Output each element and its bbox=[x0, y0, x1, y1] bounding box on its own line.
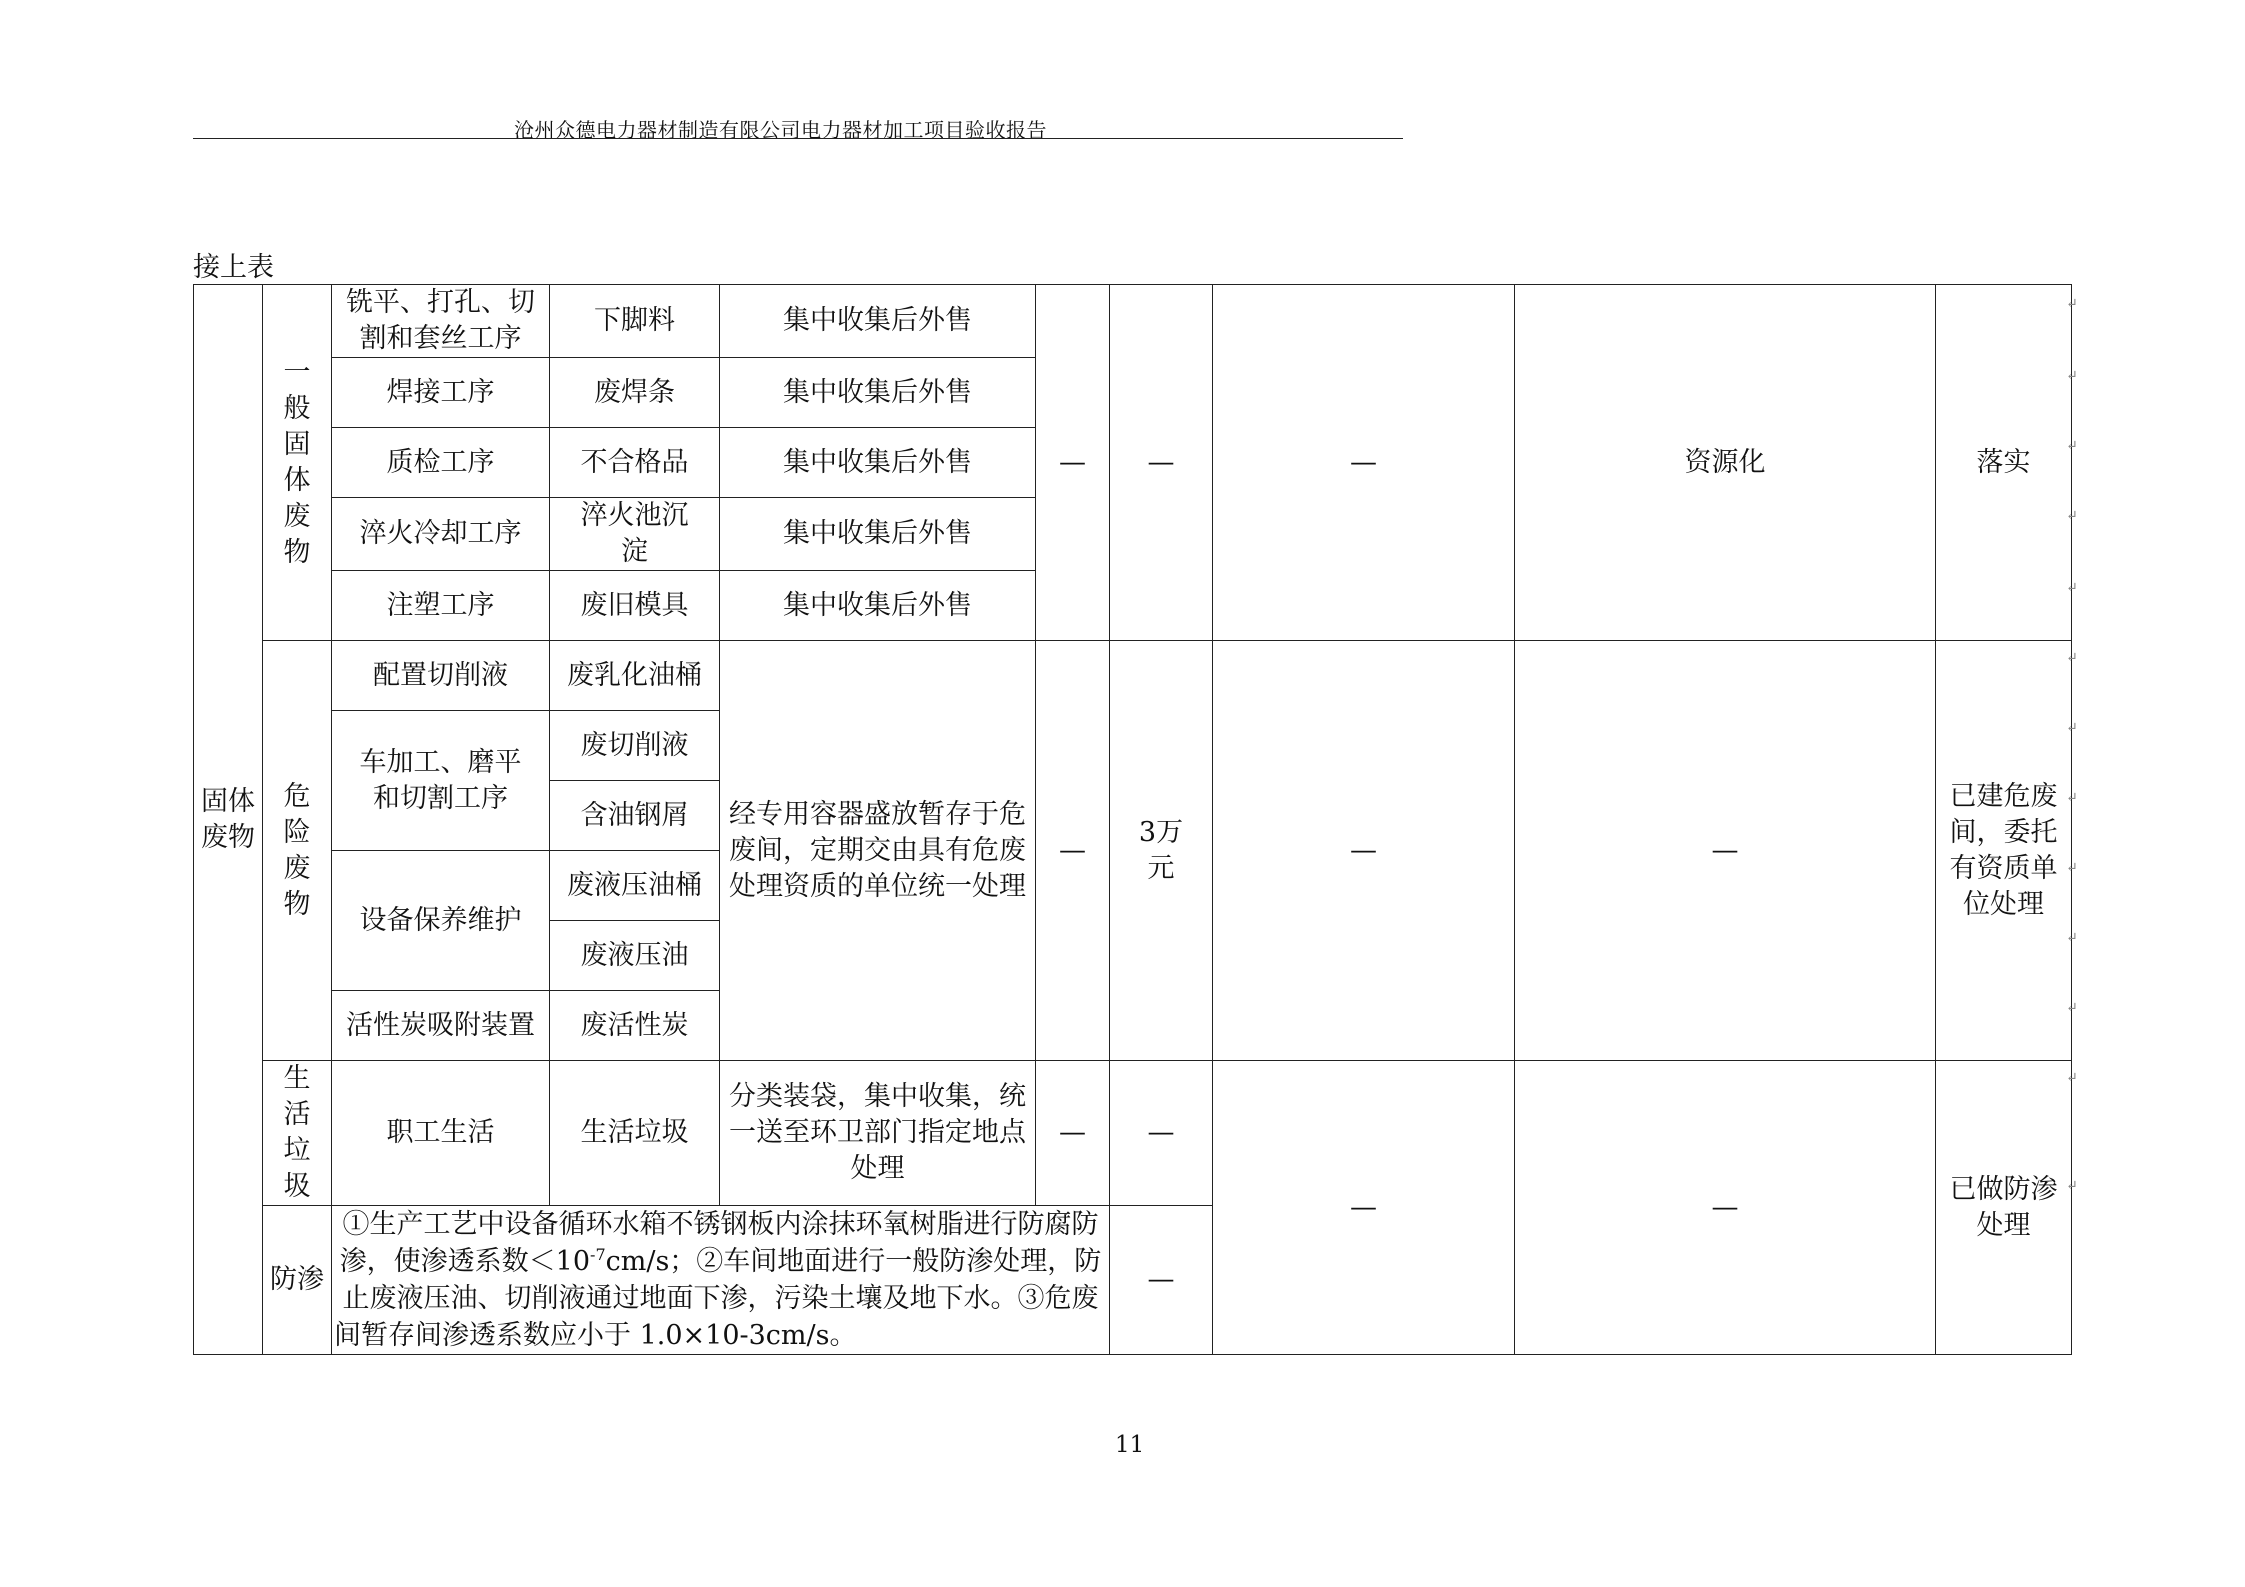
hazardous-status-cell: 已建危废间，委托有资质单位处理 bbox=[1936, 641, 2072, 1061]
waste-text: 淬火池沉淀 bbox=[580, 500, 689, 567]
process-cell bbox=[332, 711, 550, 851]
paragraph-mark-icon: ↵ bbox=[2066, 720, 2078, 736]
domestic-col5-cell: — bbox=[1036, 1061, 1110, 1206]
lower-col8-cell: — bbox=[1515, 1061, 1936, 1355]
process-cell: 设备保养维护 bbox=[332, 851, 550, 991]
waste-cell: 废旧模具 bbox=[550, 571, 720, 641]
waste-cell: 生活垃圾 bbox=[550, 1061, 720, 1206]
paragraph-mark-icon: ↵ bbox=[2066, 650, 2078, 666]
page-number: 11 bbox=[1115, 1432, 1145, 1458]
solid-waste-category-cell: 固体废物 bbox=[194, 285, 263, 1355]
paragraph-mark-icon: ↵ bbox=[2066, 930, 2078, 946]
waste-cell: 废切削液 bbox=[550, 711, 720, 781]
process-text: 车加工、磨平和切割工序 bbox=[359, 746, 522, 814]
paragraph-mark-icon: ↵ bbox=[2066, 296, 2078, 312]
waste-cell: 不合格品 bbox=[550, 428, 720, 498]
domestic-waste-label-cell: 生活垃圾 bbox=[263, 1061, 332, 1206]
hazardous-col7-cell: — bbox=[1213, 641, 1515, 1061]
waste-cell: 含油钢屑 bbox=[550, 781, 720, 851]
domestic-disposal-cell: 分类装袋，集中收集，统一送至环卫部门指定地点处理 bbox=[720, 1061, 1036, 1206]
table-row bbox=[194, 641, 2072, 711]
waste-cell: 下脚料 bbox=[550, 285, 720, 358]
general-col7-cell: — bbox=[1213, 285, 1515, 641]
acceptance-table bbox=[193, 284, 2072, 1355]
paragraph-mark-icon: ↵ bbox=[2066, 1000, 2078, 1016]
process-cell: 铣平、打孔、切割和套丝工序 bbox=[332, 285, 550, 358]
domestic-col6-cell: — bbox=[1110, 1061, 1213, 1206]
process-cell: 注塑工序 bbox=[332, 571, 550, 641]
disposal-cell: 集中收集后外售 bbox=[720, 428, 1036, 498]
general-col6-cell: — bbox=[1110, 285, 1213, 641]
seepage-col5-cell: — bbox=[1110, 1206, 1213, 1355]
general-col5-cell: — bbox=[1036, 285, 1110, 641]
seepage-category-cell: 防渗 bbox=[263, 1206, 332, 1355]
waste-cell: 废液压油桶 bbox=[550, 851, 720, 921]
disposal-cell: 集中收集后外售 bbox=[720, 358, 1036, 428]
seepage-description-exponent: -7 bbox=[590, 1245, 606, 1264]
table-row bbox=[194, 285, 2072, 358]
paragraph-mark-icon: ↵ bbox=[2066, 790, 2078, 806]
waste-cell: 废活性炭 bbox=[550, 991, 720, 1061]
waste-cell: 废乳化油桶 bbox=[550, 641, 720, 711]
paragraph-mark-icon: ↵ bbox=[2066, 438, 2078, 454]
process-cell: 职工生活 bbox=[332, 1061, 550, 1206]
paragraph-mark-icon: ↵ bbox=[2066, 368, 2078, 384]
paragraph-mark-icon: ↵ bbox=[2066, 860, 2078, 876]
page-header-title: 沧州众德电力器材制造有限公司电力器材加工项目验收报告 bbox=[514, 118, 1047, 142]
hazardous-col5-cell: — bbox=[1036, 641, 1110, 1061]
table-row bbox=[194, 1061, 2072, 1206]
disposal-cell: 集中收集后外售 bbox=[720, 285, 1036, 358]
disposal-cell: 集中收集后外售 bbox=[720, 571, 1036, 641]
general-waste-label: 一般固体废物 bbox=[283, 356, 311, 568]
header-rule bbox=[193, 138, 1403, 139]
waste-cell bbox=[550, 498, 720, 571]
waste-cell: 废焊条 bbox=[550, 358, 720, 428]
investment-text: 3万元 bbox=[1138, 816, 1184, 884]
continuation-label: 接上表 bbox=[193, 252, 274, 283]
general-status-cell: 落实 bbox=[1936, 285, 2072, 641]
lower-col7-cell: — bbox=[1213, 1061, 1515, 1355]
hazardous-col8-cell: — bbox=[1515, 641, 1936, 1061]
disposal-cell: 集中收集后外售 bbox=[720, 498, 1036, 571]
seepage-description-part1: ①生产工艺中设备循环水箱不锈钢板内涂抹环氧树脂进行防腐防渗，使渗透系数＜10 bbox=[339, 1209, 1099, 1277]
seepage-description-cell bbox=[332, 1206, 1110, 1355]
paragraph-mark-icon: ↵ bbox=[2066, 508, 2078, 524]
hazardous-disposal-cell: 经专用容器盛放暂存于危废间，定期交由具有危废处理资质的单位统一处理 bbox=[720, 641, 1036, 1061]
hazardous-waste-label-cell: 危险废物 bbox=[263, 641, 332, 1061]
process-cell: 质检工序 bbox=[332, 428, 550, 498]
seepage-description-part2: cm/s；②车间地面进行一般防渗处理，防止废液压油、切削液通过地面下渗，污染土壤及地下水。③危废间暂存间渗透系数应小于 1.0×10-3cm/s。 bbox=[334, 1246, 1102, 1351]
lower-status-cell: 已做防渗处理 bbox=[1936, 1061, 2072, 1355]
process-cell: 淬火冷却工序 bbox=[332, 498, 550, 571]
general-col8-cell: 资源化 bbox=[1515, 285, 1936, 641]
general-waste-label-cell bbox=[263, 285, 332, 641]
hazardous-investment-cell bbox=[1110, 641, 1213, 1061]
paragraph-mark-icon: ↵ bbox=[2066, 1178, 2078, 1194]
process-cell: 焊接工序 bbox=[332, 358, 550, 428]
paragraph-mark-icon: ↵ bbox=[2066, 1070, 2078, 1086]
waste-cell: 废液压油 bbox=[550, 921, 720, 991]
process-cell: 活性炭吸附装置 bbox=[332, 991, 550, 1061]
paragraph-mark-icon: ↵ bbox=[2066, 580, 2078, 596]
process-cell: 配置切削液 bbox=[332, 641, 550, 711]
